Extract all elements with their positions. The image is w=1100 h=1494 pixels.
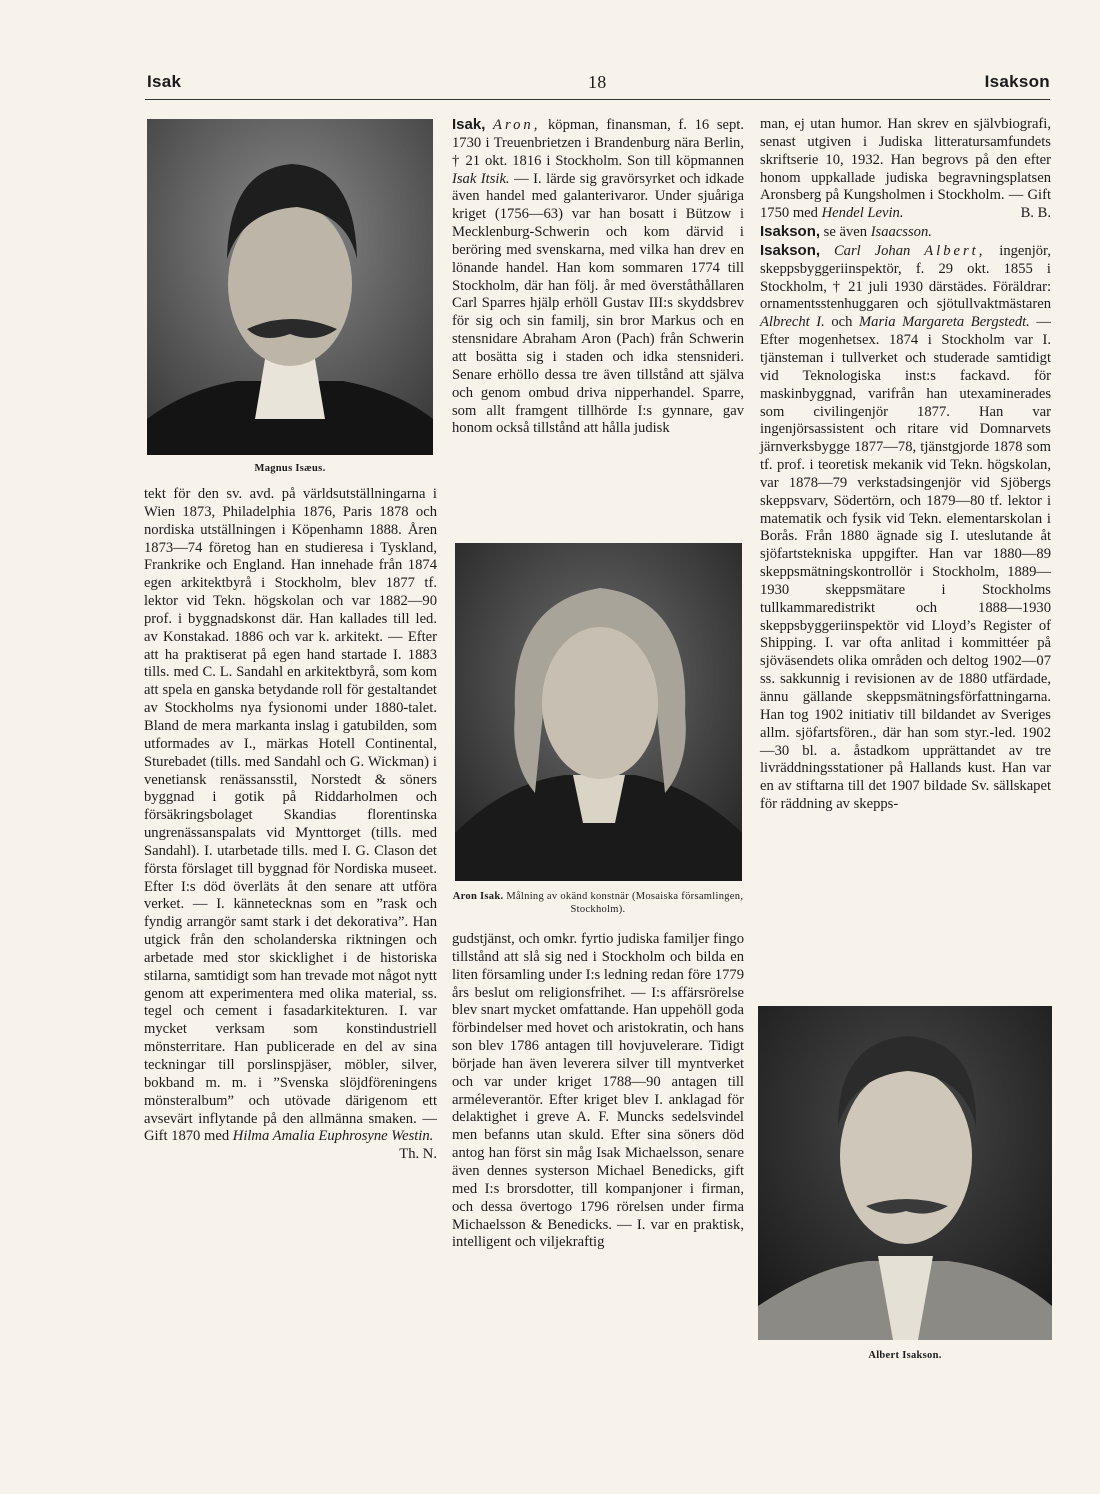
caption-aron-isak-name: Aron Isak. <box>452 891 504 902</box>
col1-wife: Hilma Amalia Euphrosyne Westin. <box>232 1128 434 1145</box>
column-3 <box>760 116 1051 814</box>
col2-father: Isak Itsik. <box>452 170 510 187</box>
col3-wife: Hendel Levin. <box>821 205 904 222</box>
running-head-left: Isak <box>147 72 182 91</box>
entry-isaeus-continued <box>144 486 437 1163</box>
col2-part1: köpman, finansman, f. 16 sept. 1730 i Treuenbrietzen i Brandenburg nära Berlin, † 21 okt. 1816 i Stockholm. Son till köpmannen <box>452 117 745 169</box>
portrait-albert-isakson <box>758 1006 1052 1340</box>
entry-name-aron: Aron, <box>493 117 541 133</box>
col2-part2: — I. lärde sig gravörsyrket och idkade även handel med galanterivaror. Under sjuåriga kriget (1756—63) var han bosatt i Bützow i Mecklenburg-Schwerin och kom därvid i beröring med svenskarna, med vilka han drev en lönande handel. Han kom sommaren 1774 till Stockholm, där han följ. år med överståthållaren Carl Sparres hjälp erhöll Gustav III:s skyddsbrev för sig och sin familj, sin bror Markus och en stensnidare Abraham Aron (Pach) från Schwerin att bosätta sig i staden och idka stensnideri. Senare erhöllo dessa tre även tillstånd att själva och genom ombud driva nipperhandel. Sparre, som allt framgent tillhörde I:s gynnare, gav honom också tillstånd att hålla judisk <box>452 170 744 437</box>
entry-isakson-see-also <box>760 223 1051 242</box>
entry-aron-isak-end <box>760 116 1051 223</box>
see-also-text: se även <box>820 224 871 241</box>
caption-albert-isakson: Albert Isakson. <box>868 1350 942 1361</box>
caption-aron-isak-source: Målning av okänd konstnär (Mosaiska församlingen, Stockholm). <box>503 891 744 915</box>
entry-head-isakson: Isakson, <box>760 241 821 259</box>
page-number: 18 <box>588 72 607 92</box>
entry-aron-isak-continued: gudstjänst, och omkr. fyrtio judiska familjer fingo tillstånd att slå sig ned i Stockholm och bilda en liten församling under I:s ledning redan före 1779 års beslut om religionsfrihet. — I:s affärsrörelse blev snart mycket omfattande. Han uppehöll goda förbindelser med hovet och aristokratin, och hans son blev 1786 antagen till hovjuvelerare. Tidigt började han även leverera silver till myntverket och var under kriget 1788—90 antagen till arméleverantör. Efter kriget blev I. anklagad för delaktighet i greve A. F. Muncks sedelsvindel men befanns utan skuld. Efter sina söners död antog han först sin måg Isak Michaelsson, senare även dennes systerson Michael Benedicks, gift med I:s brorsdotter, till kompanjoner i firman, och dessa övertogo 1796 rörelsen under firma Michaelsson & Benedicks. — I. var en praktisk, intelligent och viljekraftig <box>452 931 744 1251</box>
portrait-aron-isak <box>455 543 742 881</box>
col3-mother: Maria Margareta Bergstedt. <box>859 314 1030 331</box>
caption-aron-isak <box>452 890 744 916</box>
see-also-ref: Isaacsson. <box>870 224 932 241</box>
header-rule <box>145 99 1050 100</box>
col3-part1: man, ej utan humor. Han skrev en självbiografi, senast utgiven i Judiska litteratursamfundets skriftserie 10, 1932. Han begrovs på den efter honom uppkallade judiska begravningsplatsen Aronsberg på Kungsholmen i Stockholm. — Gift 1750 med <box>760 116 1051 222</box>
entry-albert-isakson <box>760 242 1051 814</box>
col1-signature: Th. N. <box>399 1146 437 1163</box>
col3-part2: ingenjör, skeppsbyggeriinspektör, f. 29 okt. 1855 i Stockholm, † 21 juli 1930 därstädes. Föräldrar: ornamentsstenhuggaren och sjötullvaktmästaren <box>760 242 1051 313</box>
see-also-head: Isakson, <box>760 223 821 241</box>
running-head-right: Isakson <box>984 72 1050 91</box>
portrait-magnus-isaeus <box>147 119 433 455</box>
col3-and: och <box>824 314 860 331</box>
column-2-top <box>452 116 744 438</box>
entry-aron-isak <box>452 116 744 438</box>
col1-text: tekt för den sv. avd. på världsutställningarna i Wien 1873, Philadelphia 1876, Paris 1878 och nordiska utställningen i Köpenhamn 1888. Åren 1873—74 företog han en studieresa i Tyskland, Frankrike och England. Han innehade från 1874 egen arkitektbyrå i Stockholm, blev 1877 tf. lektor vid Tekn. högskolan och var 1882—90 prof. i byggnadskonst där. Han kallades till led. av Konstakad. 1886 och var k. arkitekt. — Efter att ha praktiserat på egen hand startade I. 1883 tills. med C. L. Sandahl en arkitektbyrå, som kom att spela en ganska betydande roll för gestaltandet av Stockholms nya fysionomi under 1880-talet. Bland de mera markanta inslag i gatubilden, som utformades av I., märkas Hotell Continental, Sturebadet (tills. med Sandahl och G. Wickman) i venetiansk renässansstil, Norstedt & söners byggnad i gotik på Riddarholmen och försäkringsbolaget Skandias florentinska ungrenässanspalats vid Mynttorget (tills. med Sandahl). I. utarbetade tills. med I. G. Clason det första förslaget till byggnad för Nordiska museet. Efter I:s död överläts åt den senare att utföra verket. — I. kännetecknas som en ”rask och fyndig arrangör samt stark i det dekorativa”. Han utgick från den scholanderska riktningen och arbetade med stor skicklighet i de historiska stilarna, samtidigt som han trevade mot något nytt genom att experimentera med olika material, ss. tegel och cement i fasadarkitekturen. I. var mycket verksam som konstindustriell mönsterritare. Han publicerade en del av sina teckningar till porslinspjäser, möbler, silver, bokband m. m. i ”Svenska slöjdföreningens mönsteralbum” och utövade därigenom ett avsevärt inflytande på den allmänna smaken. — Gift 1870 med <box>144 486 437 1145</box>
col3-father: Albrecht I. <box>760 314 825 331</box>
col3-part3: — Efter mogenhetsex. 1874 i Stockholm var I. tjänsteman i tullverket och studerade samtidigt vid Teknologiska inst:s fackavd. för maskinbyggnad, varifrån han utexaminerades som civilingenjör 1877. Han var ingenjörsassistent och ritare vid Domnarvets järnverksbygge 1877—78, tjänstgjorde 1878 som tf. prof. i teoretisk mekanik vid Tekn. högskolan, var 1878—79 verkstadsingenjör vid Sjöbergs skeppsvarv, Södertörn, och 1879—80 tf. lektor i matematik och fysik vid Tekn. elementarskolan i Borås. Från 1880 ägnade sig I. uteslutande åt sjöfartstekniska uppgifter. Han var 1880—89 skeppsmätningskontrollör i Stockholm, 1889—1930 skeppsmätare i Stockholms tullkammaredistrikt och 1888—1930 skeppsbyggeriinspektör vid Lloyd’s Register of Shipping. I. var ofta anlitad i kommittéer på sjöväsendets olika områden och deltog 1902—07 ss. sakkunnig i revisionen av de 1880 utfärdade, ännu gällande skeppsmätningsförfattningarna. Han tog 1902 initiativ till bildandet av Sveriges allm. sjöfartsfören., där han som styr.-led. 1902—30 bl. a. åstadkom upprättandet av tre livräddningsstationer på Hallands kust. Han var en av stiftarna till det 1907 bildade Sv. sällskapet för räddning av skepps- <box>760 314 1051 813</box>
entry-head-isak: Isak, <box>452 116 486 133</box>
column-1 <box>144 486 437 1164</box>
entry-name-albert: Albert, <box>924 242 986 259</box>
column-2-bottom <box>452 931 744 1252</box>
col3-signature: B. B. <box>1020 205 1051 222</box>
entry-name-carl-johan: Carl Johan <box>833 242 925 259</box>
caption-magnus-isaeus: Magnus Isæus. <box>254 463 326 474</box>
